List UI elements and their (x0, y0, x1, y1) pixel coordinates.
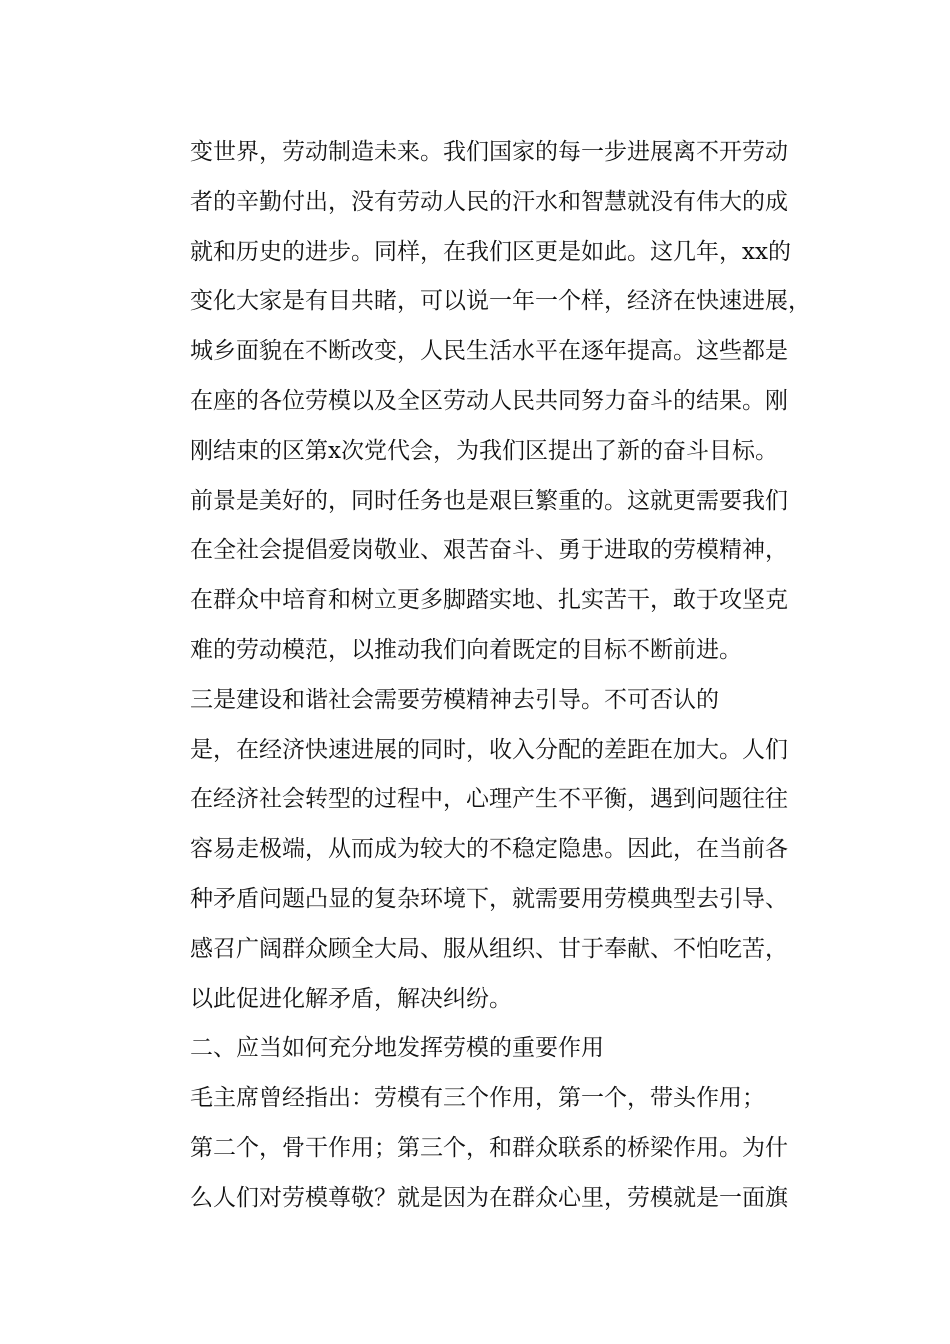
section-heading: 二、应当如何充分地发挥劳模的重要作用 (190, 1035, 604, 1062)
text-line: 在经济社会转型的过程中，心理产生不平衡，遇到问题往往 (190, 786, 788, 813)
text-line: 种矛盾问题凸显的复杂环境下，就需要用劳模典型去引导、 (190, 885, 788, 912)
text-line: 在全社会提倡爱岗敬业、艰苦奋斗、勇于进取的劳模精神， (190, 537, 788, 564)
text-line: 前景是美好的，同时任务也是艰巨繁重的。这就更需要我们 (190, 487, 788, 514)
text-line: 城乡面貌在不断改变，人民生活水平在逐年提高。这些都是 (190, 338, 788, 365)
text-line: 么人们对劳模尊敬？就是因为在群众心里，劳模就是一面旗 (190, 1184, 788, 1211)
text-line: 感召广阔群众顾全大局、服从组织、甘于奉献、不怕吃苦， (190, 935, 788, 962)
text-line: 变世界，劳动制造未来。我们国家的每一步进展离不开劳动 (190, 139, 788, 165)
text-line: 毛主席曾经指出：劳模有三个作用，第一个，带头作用； (190, 1085, 765, 1112)
text-line: 变化大家是有目共睹，可以说一年一个样，经济在快速进展， (190, 288, 811, 315)
text-line: 在座的各位劳模以及全区劳动人民共同努力奋斗的结果。刚 (190, 387, 788, 414)
text-line: 者的辛勤付出，没有劳动人民的汗水和智慧就没有伟大的成 (190, 188, 788, 215)
text-line: 是，在经济快速进展的同时，收入分配的差距在加大。人们 (190, 736, 788, 763)
text-line: 在群众中培育和树立更多脚踏实地、扎实苦干，敢于攻坚克 (190, 587, 788, 614)
text-line: 刚结束的区第x次党代会，为我们区提出了新的奋斗目标。 (190, 437, 778, 464)
text-line: 就和历史的进步。同样，在我们区更是如此。这几年，xx的 (190, 238, 791, 265)
body-text (190, 132, 811, 1228)
text-line: 难的劳动模范，以推动我们向着既定的目标不断前进。 (190, 636, 742, 663)
text-line: 以此促进化解矛盾，解决纠纷。 (190, 985, 512, 1012)
text-line: 三是建设和谐社会需要劳模精神去引导。不可否认的 (190, 686, 719, 713)
text-line: 容易走极端，从而成为较大的不稳定隐患。因此，在当前各 (190, 836, 788, 863)
text-line: 第二个，骨干作用；第三个，和群众联系的桥梁作用。为什 (190, 1134, 788, 1161)
